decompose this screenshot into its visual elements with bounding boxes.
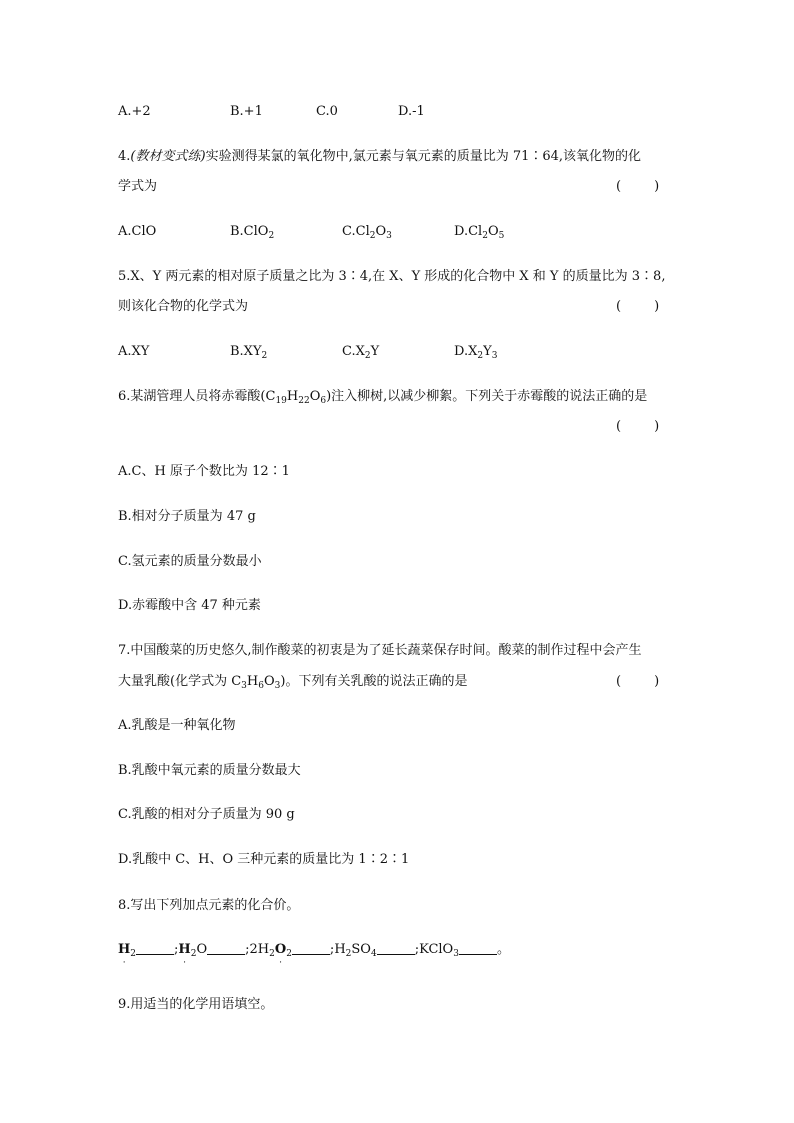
q6-option-b: B.相对分子质量为 47 g [118,509,256,524]
q8-item1-sub: 2 [130,949,137,959]
q8-item1-element: H · [118,942,131,968]
q8-stem: 8.写出下列加点元素的化合价。 [118,898,300,913]
q3-option-b: B.+1 [230,104,263,119]
q7-option-b: B.乳酸中氧元素的质量分数最大 [118,763,301,778]
q4-stem-line2: 学式为 [118,179,158,194]
q4-stem-line1 [118,147,641,167]
q3-options [118,102,425,122]
q5-options [118,342,497,362]
q5-option-c: $C.X_2Y$ [342,344,380,361]
q7-stem-line1: 7.中国酸菜的历史悠久,制作酸菜的初衷是为了延长蔬菜保存时间。酸菜的制作过程中会产生 [118,643,642,658]
q4-option-a: A.ClO [118,224,157,239]
q7-answer-paren: ( ) [616,674,660,689]
q3-option-c: C.0 [316,104,338,119]
q8-blank-1[interactable] [136,940,174,955]
q4-answer-paren: ( ) [616,179,660,194]
q4-text1: 实验测得某氯的氧化物中,氯元素与氧元素的质量比为 71∶64,该氧化物的化 [205,149,642,164]
q5-option-b: $B.XY_2$ [230,344,268,361]
q8-blank-2[interactable] [207,940,245,955]
q7-option-d: D.乳酸中 C、H、O 三种元素的质量比为 1∶2∶1 [118,852,410,867]
q4-options [118,222,504,242]
q8-item3-element: O · [274,942,287,968]
q5-option-d: $D.X_2Y_3$ [454,344,498,361]
q6-option-a: A.C、H 原子个数比为 12∶1 [118,464,290,479]
q6-stem-line1: 6.某湖管理人员将赤霉酸$(C_{19}H_{22}O_6)$注入柳树,以减少柳絮。下列关于赤霉酸的说法正确的是 [118,389,648,406]
q4-hint: (教材变式练) [130,149,206,164]
q6-option-c: C.氢元素的质量分数最小 [118,554,262,569]
q9-stem: 9.用适当的化学用语填空。 [118,997,274,1012]
q4-number: 4. [118,149,131,164]
q4-option-b: B.ClO$_2$ [230,224,275,241]
q7-stem-line2: 大量乳酸(化学式为 $C_3H_6O_3$)。下列有关乳酸的说法正确的是 [118,674,468,691]
q8-items: H · $_2$ ;H · $_2$O $;2H_2O$ · $_2$ $;H_2SO_4$ ;KClO$_3$ 。 [118,942,510,968]
q4-option-c: $C.Cl_2O_3$ [342,224,392,241]
q7-option-a: A.乳酸是一种氧化物 [118,718,236,733]
q6-answer-paren: ( ) [616,419,660,434]
q8-blank-5[interactable] [459,940,497,955]
q4-option-d: $D.Cl_2O_5$ [454,224,505,241]
q3-option-a: A.+2 [118,104,151,119]
q7-option-c: C.乳酸的相对分子质量为 90 g [118,807,295,822]
q5-answer-paren: ( ) [616,299,660,314]
q5-stem-line2: 则该化合物的化学式为 [118,299,249,314]
q3-option-d: D.-1 [398,104,425,119]
q8-item2-element: H · [178,942,191,968]
q8-blank-4[interactable] [377,940,415,955]
q5-option-a: A.XY [118,344,150,359]
q5-stem-line1: 5.X、Y 两元素的相对原子质量之比为 3∶4,在 X、Y 形成的化合物中 X 和 Y 的质量比为 3∶8, [118,269,666,284]
q6-option-d: D.赤霉酸中含 47 种元素 [118,598,261,613]
q8-blank-3[interactable] [292,940,330,955]
